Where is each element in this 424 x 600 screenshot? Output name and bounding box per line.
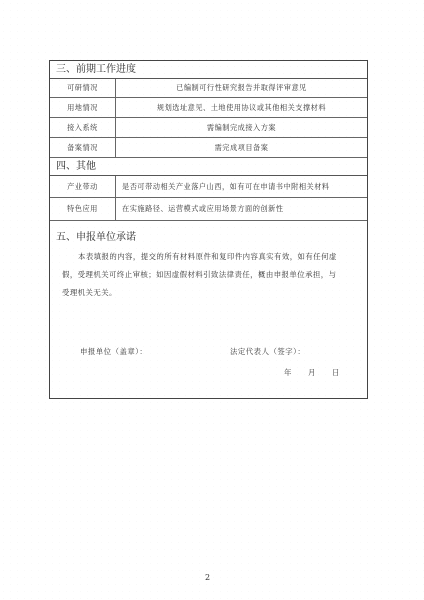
row-label: 用地情况 bbox=[50, 98, 116, 117]
section-3-title: 三、前期工作进度 bbox=[50, 61, 367, 79]
row-value: 需完成项目备案 bbox=[214, 142, 269, 152]
row-label: 备案情况 bbox=[50, 138, 116, 157]
table-row bbox=[50, 98, 367, 118]
form-frame bbox=[49, 60, 368, 399]
row-label: 产业带动 bbox=[50, 176, 116, 197]
legal-rep-label: 法定代表人（签字）： bbox=[230, 347, 306, 356]
table-row bbox=[50, 79, 367, 98]
row-value: 是否可带动相关产业落户山西，如有可在申请书中附相关材料 bbox=[122, 181, 330, 191]
page-number: 2 bbox=[205, 573, 211, 582]
table-row bbox=[50, 176, 367, 198]
row-label: 接入系统 bbox=[50, 118, 116, 137]
row-label: 可研情况 bbox=[50, 79, 116, 97]
section-5-title: 五、申报单位承诺 bbox=[56, 232, 136, 243]
row-value: 需编制完成接入方案 bbox=[206, 122, 277, 132]
row-value: 已编制可行性研究报告并取得评审意见 bbox=[176, 83, 307, 92]
unit-seal-label: 申报单位（盖章）： bbox=[80, 347, 148, 356]
pledge-line: 假，受理机关可终止审核；如因虚假材料引致法律责任，概由申报单位承担，与 bbox=[62, 270, 337, 279]
table-row bbox=[50, 118, 367, 138]
table-row bbox=[50, 138, 367, 158]
section-4-title: 四、其他 bbox=[50, 158, 367, 176]
row-label: 特色应用 bbox=[50, 198, 116, 220]
date-year: 年 bbox=[284, 368, 292, 377]
pledge-text bbox=[62, 248, 358, 302]
pledge-line: 受理机关无关。 bbox=[62, 288, 117, 297]
row-value: 规划选址意见、土地使用协议或其他相关支撑材料 bbox=[156, 102, 327, 112]
date-month: 月 bbox=[308, 368, 316, 377]
pledge-line: 本表填报的内容，提交的所有材料原件和复印件内容真实有效，如有任何虚 bbox=[78, 252, 337, 261]
table-row bbox=[50, 198, 367, 221]
date-day: 日 bbox=[332, 368, 340, 377]
row-value: 在实施路径、运营模式或应用场景方面的创新性 bbox=[122, 204, 284, 213]
